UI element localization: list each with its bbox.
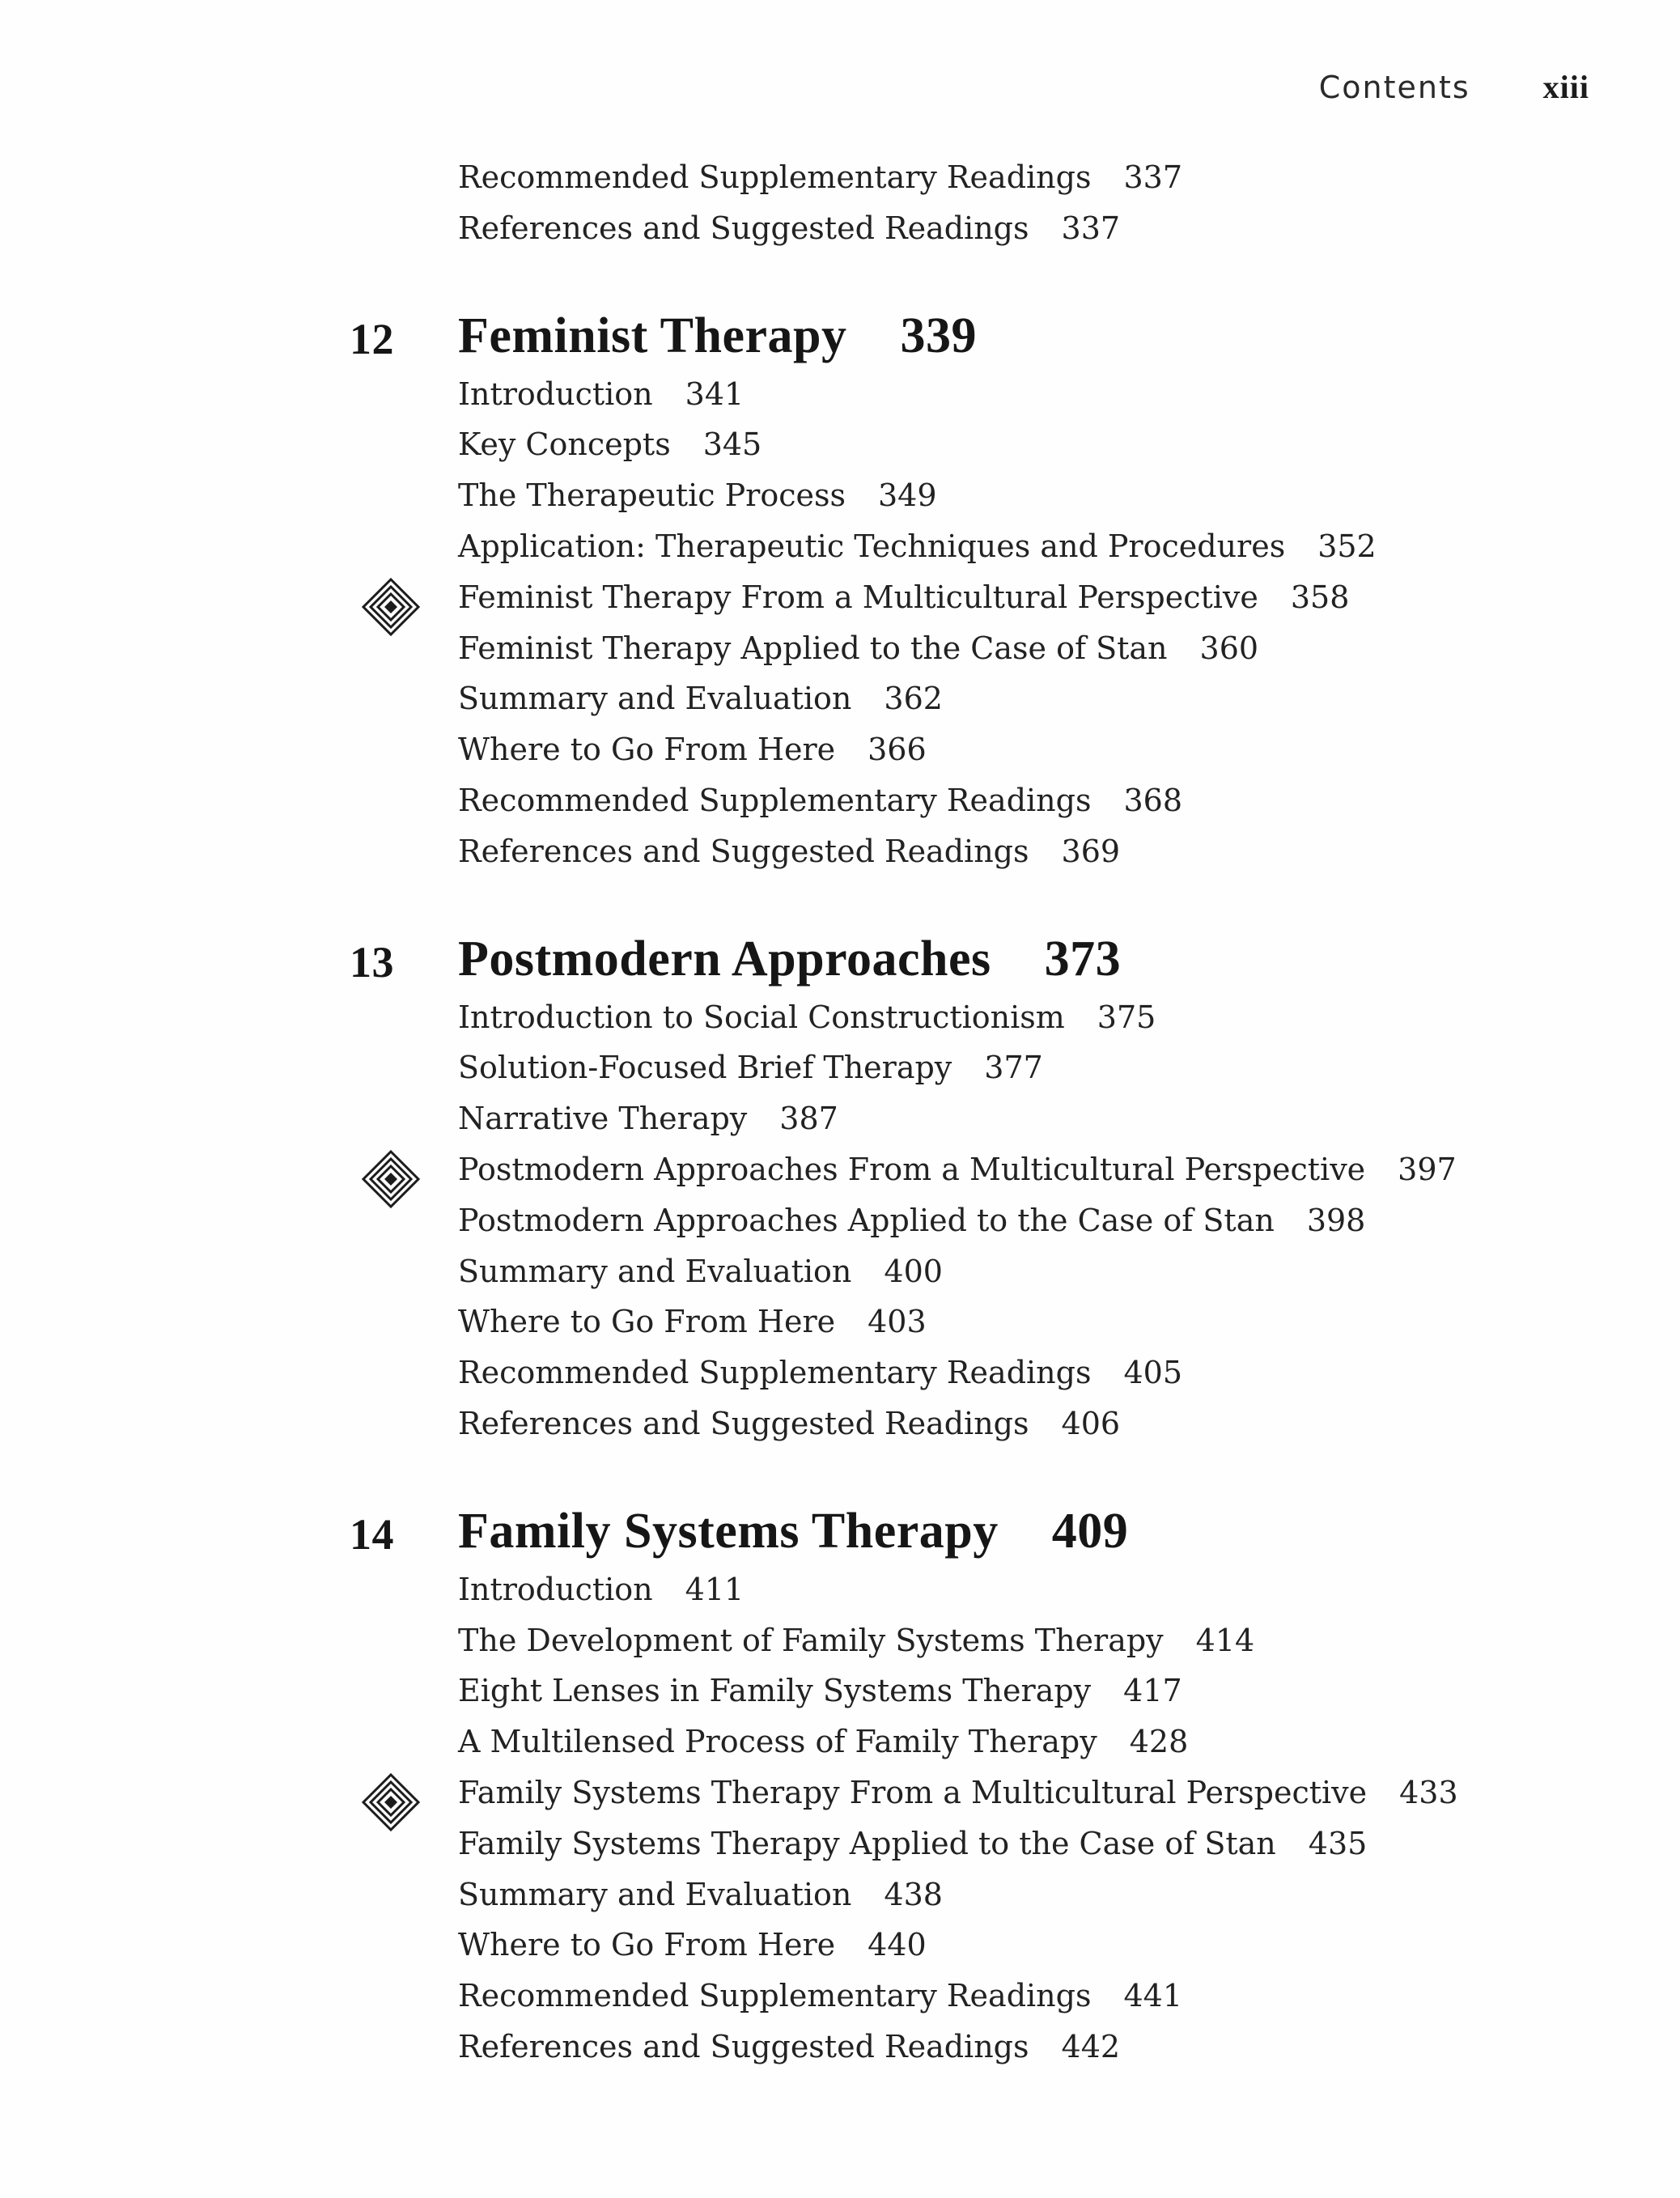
toc-entry-page: 352 <box>1317 528 1377 564</box>
toc-entry-page: 442 <box>1061 2028 1121 2064</box>
toc-entry-title: References and Suggested Readings <box>458 1405 1029 1441</box>
running-head-page-number: xiii <box>1542 69 1589 105</box>
toc-entry-page: 337 <box>1123 159 1183 195</box>
toc-entry <box>0 1716 1680 1767</box>
toc-entry <box>0 775 1680 826</box>
chapter-heading <box>0 1498 1680 1564</box>
toc-entry-title: Family Systems Therapy From a Multicultural Perspective <box>458 1774 1368 1810</box>
toc-entry-title: Summary and Evaluation <box>458 681 852 717</box>
running-head-label: Contents <box>1318 70 1470 105</box>
chapter-number: 13 <box>350 937 394 987</box>
toc-entry-page: 366 <box>868 732 927 768</box>
chapter-page: 409 <box>1051 1503 1129 1559</box>
toc-entry-title: Recommended Supplementary Readings <box>458 159 1092 195</box>
toc-entry <box>0 673 1680 724</box>
toc-entry-title: Postmodern Approaches From a Multicultural Perspective <box>458 1151 1366 1187</box>
toc-entry <box>0 1767 1680 1818</box>
toc-entry-title: Introduction <box>458 1571 653 1607</box>
chapter-entries <box>0 992 1680 1449</box>
toc-entry-page: 337 <box>1061 210 1121 246</box>
toc-entry-page: 403 <box>868 1304 927 1340</box>
toc-entry-page: 341 <box>685 376 745 412</box>
chapter-number: 12 <box>350 314 394 363</box>
toc-entry <box>0 826 1680 877</box>
toc-entry-title: A Multilensed Process of Family Therapy <box>458 1724 1097 1760</box>
toc-entry-page: 400 <box>884 1253 943 1289</box>
chapter-14 <box>0 1498 1680 2073</box>
toc-entry <box>0 419 1680 470</box>
toc-entry-page: 441 <box>1123 1978 1183 2014</box>
toc-entry <box>0 1093 1680 1144</box>
running-head <box>1319 68 1589 106</box>
toc-entry-title: Postmodern Approaches Applied to the Case of Stan <box>458 1202 1275 1238</box>
toc-entry-title: Recommended Supplementary Readings <box>458 1978 1092 2014</box>
toc-entry <box>0 572 1680 623</box>
toc-entry-page: 411 <box>685 1571 745 1607</box>
toc-entry-title: Family Systems Therapy Applied to the Case of Stan <box>458 1825 1276 1861</box>
toc-entry-title: Feminist Therapy Applied to the Case of Stan <box>458 630 1168 666</box>
chapter-entries <box>0 1564 1680 2073</box>
toc-entry-page: 398 <box>1306 1202 1366 1238</box>
toc-entry-title: Recommended Supplementary Readings <box>458 1355 1092 1391</box>
toc-entry-page: 433 <box>1399 1774 1458 1810</box>
chapter-page: 373 <box>1044 931 1122 987</box>
toc-entry <box>0 2022 1680 2073</box>
toc-entry <box>0 1144 1680 1195</box>
chapter-entries <box>0 369 1680 877</box>
toc-entry <box>0 1398 1680 1449</box>
toc-entry-page: 428 <box>1129 1724 1189 1760</box>
toc-entry <box>0 623 1680 674</box>
toc-entry-title: Summary and Evaluation <box>458 1876 852 1912</box>
toc-entry-title: Feminist Therapy From a Multicultural Perspective <box>458 579 1258 615</box>
toc-entry-title: References and Suggested Readings <box>458 2028 1029 2064</box>
table-of-contents <box>0 152 1680 2073</box>
toc-entry-page: 440 <box>868 1927 927 1963</box>
toc-entry <box>0 724 1680 775</box>
toc-entry-title: The Therapeutic Process <box>458 477 846 514</box>
toc-entry-page: 377 <box>984 1050 1043 1086</box>
chapter-12 <box>0 303 1680 877</box>
toc-entry-page: 405 <box>1123 1355 1183 1391</box>
toc-entry-title: The Development of Family Systems Therapy <box>458 1622 1164 1658</box>
toc-entry <box>0 521 1680 572</box>
toc-entry <box>0 1246 1680 1297</box>
chapter-title: Postmodern Approaches <box>458 931 991 987</box>
toc-entry-title: Solution-Focused Brief Therapy <box>458 1050 952 1086</box>
toc-entry-title: Where to Go From Here <box>458 1927 836 1963</box>
toc-entry <box>0 369 1680 420</box>
toc-entry <box>0 1818 1680 1869</box>
toc-entry <box>0 992 1680 1043</box>
toc-entry-page: 414 <box>1195 1622 1255 1658</box>
toc-entry-title: Application: Therapeutic Techniques and Procedures <box>458 528 1286 564</box>
toc-entry-title: References and Suggested Readings <box>458 833 1029 869</box>
toc-entry <box>0 1564 1680 1615</box>
toc-entry-title: Where to Go From Here <box>458 1304 836 1340</box>
chapter-heading <box>0 926 1680 992</box>
toc-entry <box>0 1042 1680 1093</box>
toc-entry <box>0 470 1680 521</box>
chapter-page: 339 <box>900 308 977 363</box>
toc-entry-page: 360 <box>1199 630 1259 666</box>
toc-entry-page: 387 <box>779 1101 838 1137</box>
toc-entry-page: 438 <box>884 1876 943 1912</box>
toc-entry-title: Introduction <box>458 376 653 412</box>
toc-entry-page: 362 <box>884 681 943 717</box>
toc-entry-page: 349 <box>877 477 937 514</box>
toc-entry <box>0 1195 1680 1246</box>
toc-entry-page: 406 <box>1061 1405 1121 1441</box>
toc-entry <box>0 1615 1680 1666</box>
chapter-13 <box>0 926 1680 1449</box>
toc-entry <box>0 1920 1680 1971</box>
toc-entry <box>0 203 1680 254</box>
toc-entry-title: References and Suggested Readings <box>458 210 1029 246</box>
toc-entry-title: Summary and Evaluation <box>458 1253 852 1289</box>
toc-entry-page: 417 <box>1123 1673 1182 1709</box>
toc-entry-page: 358 <box>1290 579 1350 615</box>
toc-entry-page: 369 <box>1061 833 1121 869</box>
toc-entry <box>0 1971 1680 2022</box>
toc-entry <box>0 1869 1680 1920</box>
toc-entry-page: 397 <box>1398 1151 1457 1187</box>
toc-entry <box>0 1347 1680 1398</box>
chapter-title: Feminist Therapy <box>458 308 847 363</box>
toc-entry-title: Introduction to Social Constructionism <box>458 999 1065 1035</box>
chapter-heading <box>0 303 1680 369</box>
toc-entry-page: 368 <box>1123 782 1183 818</box>
toc-entry-title: Eight Lenses in Family Systems Therapy <box>458 1673 1092 1709</box>
chapter-title: Family Systems Therapy <box>458 1503 999 1559</box>
toc-entry-title: Where to Go From Here <box>458 732 836 768</box>
toc-entry <box>0 1665 1680 1716</box>
toc-entry-title: Recommended Supplementary Readings <box>458 782 1092 818</box>
toc-entry <box>0 152 1680 203</box>
continued-entries <box>0 152 1680 254</box>
toc-entry-title: Narrative Therapy <box>458 1101 748 1137</box>
chapter-number: 14 <box>350 1509 394 1559</box>
toc-entry <box>0 1296 1680 1347</box>
toc-entry-page: 345 <box>702 426 762 463</box>
toc-entry-title: Key Concepts <box>458 426 671 463</box>
toc-entry-page: 375 <box>1097 999 1156 1035</box>
toc-entry-page: 435 <box>1308 1825 1368 1861</box>
